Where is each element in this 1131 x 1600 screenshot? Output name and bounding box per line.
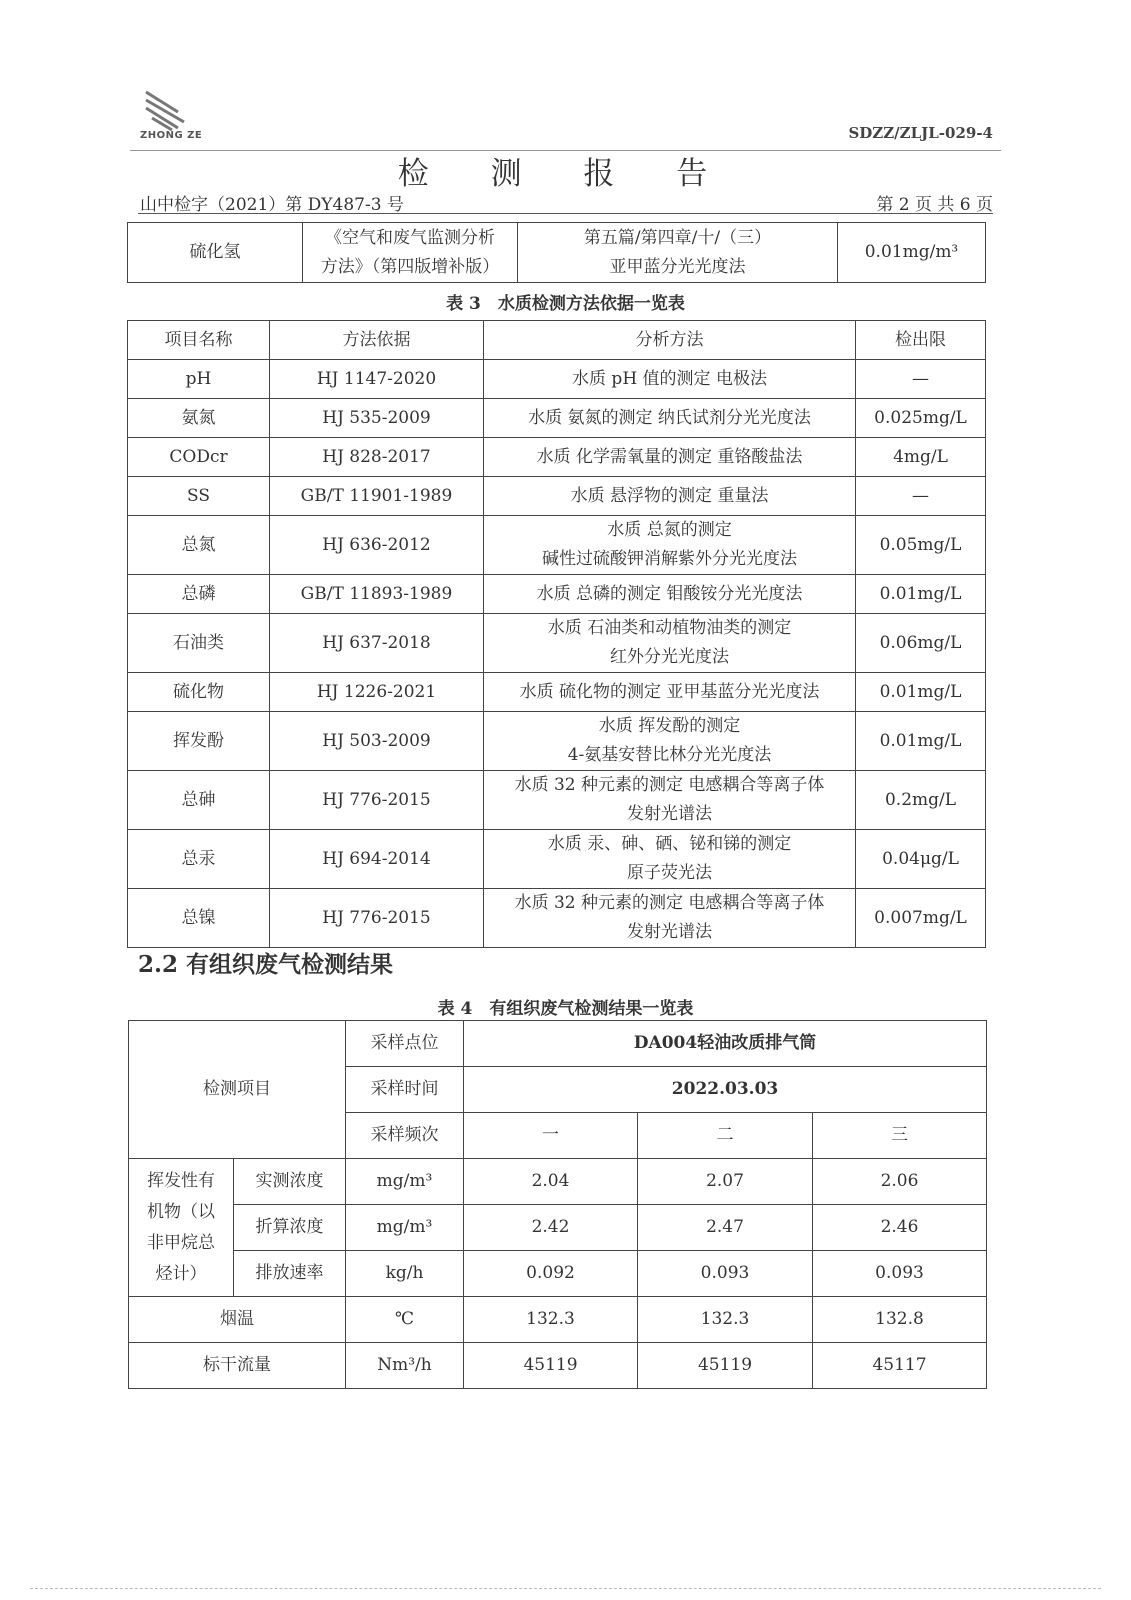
method-cell <box>484 712 856 771</box>
method-line: 红外分光光度法 <box>610 647 729 667</box>
unit-cell: ℃ <box>346 1297 464 1343</box>
report-number: 山中检字（2021）第 DY487-3 号 <box>140 195 404 215</box>
basis-cell: GB/T 11901-1989 <box>270 477 484 516</box>
method-line: 水质 硫化物的测定 亚甲基蓝分光光度法 <box>519 681 820 702</box>
parameter-cell: 折算浓度 <box>234 1205 346 1251</box>
table-row <box>128 889 986 948</box>
method-cell <box>484 889 856 948</box>
column-header: 项目名称 <box>128 321 270 360</box>
table-row <box>128 438 986 477</box>
method-cell: 第五篇/第四章/十/（三） 亚甲蓝分光光度法 <box>518 223 838 283</box>
table-row <box>128 360 986 399</box>
item-cell: 总砷 <box>128 771 270 830</box>
table-row <box>128 223 986 283</box>
limit-cell: 0.01mg/L <box>856 712 986 771</box>
voc-group-cell: 挥发性有机物（以非甲烷总烃计） <box>129 1159 234 1297</box>
limit-cell: 0.2mg/L <box>856 771 986 830</box>
item-cell: pH <box>128 360 270 399</box>
method-line: 水质 总氮的测定 <box>607 520 732 540</box>
basis-cell: HJ 1226-2021 <box>270 673 484 712</box>
table-row <box>129 1251 987 1297</box>
table4-caption: 表 4 有组织废气检测结果一览表 <box>437 999 694 1019</box>
item-cell: 总汞 <box>128 830 270 889</box>
limit-cell: — <box>856 477 986 516</box>
basis-cell: HJ 694-2014 <box>270 830 484 889</box>
method-cell <box>484 575 856 614</box>
parameter-cell: 标干流量 <box>129 1343 346 1389</box>
limit-cell: 0.05mg/L <box>856 516 986 575</box>
footer-divider <box>30 1588 1101 1589</box>
method-line: 水质 挥发酚的测定 <box>598 716 741 736</box>
basis-cell: HJ 535-2009 <box>270 399 484 438</box>
point-value-cell: DA004轻油改质排气筒 <box>464 1021 987 1067</box>
basis-cell: HJ 503-2009 <box>270 712 484 771</box>
unit-cell: mg/m³ <box>346 1159 464 1205</box>
time-value-cell: 2022.03.03 <box>464 1067 987 1113</box>
table-row <box>128 614 986 673</box>
limit-cell: 4mg/L <box>856 438 986 477</box>
value-cell: 0.093 <box>638 1251 813 1297</box>
table-row <box>128 830 986 889</box>
column-header: 检出限 <box>856 321 986 360</box>
method-line: 发射光谱法 <box>627 922 712 942</box>
section-title: 2.2 有组织废气检测结果 <box>138 951 394 978</box>
item-cell: 氨氮 <box>128 399 270 438</box>
table-row <box>128 477 986 516</box>
limit-cell: 0.06mg/L <box>856 614 986 673</box>
document-code: SDZZ/ZLJL-029-4 <box>848 124 993 142</box>
method-cell <box>484 516 856 575</box>
table-header-row <box>128 321 986 360</box>
value-cell: 132.3 <box>464 1297 638 1343</box>
method-line: 水质 化学需氧量的测定 重铬酸盐法 <box>536 446 803 467</box>
basis-cell: HJ 776-2015 <box>270 889 484 948</box>
table-row <box>128 771 986 830</box>
value-cell: 2.42 <box>464 1205 638 1251</box>
value-cell: 132.3 <box>638 1297 813 1343</box>
method-cell <box>484 614 856 673</box>
time-label-cell: 采样时间 <box>346 1067 464 1113</box>
table3-caption: 表 3 水质检测方法依据一览表 <box>446 294 685 314</box>
table-row <box>129 1205 987 1251</box>
method-cell <box>484 673 856 712</box>
item-cell: 挥发酚 <box>128 712 270 771</box>
method-line: 4-氨基安替比林分光光度法 <box>567 745 772 765</box>
unit-cell: kg/h <box>346 1251 464 1297</box>
value-cell: 0.092 <box>464 1251 638 1297</box>
logo-text: ZHONG ZE <box>140 130 203 141</box>
exhaust-result-table <box>128 1020 987 1389</box>
basis-cell: 《空气和废气监测分析 方法》（第四版增补版） <box>303 223 518 283</box>
basis-cell: HJ 636-2012 <box>270 516 484 575</box>
basis-cell: GB/T 11893-1989 <box>270 575 484 614</box>
value-cell: 2.47 <box>638 1205 813 1251</box>
method-cell <box>484 477 856 516</box>
item-cell: 总磷 <box>128 575 270 614</box>
limit-cell: 0.01mg/L <box>856 575 986 614</box>
value-cell: 45119 <box>638 1343 813 1389</box>
basis-cell: HJ 776-2015 <box>270 771 484 830</box>
page-number: 第 2 页 共 6 页 <box>876 195 993 215</box>
method-line: 水质 pH 值的测定 电极法 <box>572 368 767 389</box>
column-header: 方法依据 <box>270 321 484 360</box>
item-cell: 硫化氢 <box>128 223 303 283</box>
item-cell: 总氮 <box>128 516 270 575</box>
table-row <box>129 1297 987 1343</box>
item-cell: 石油类 <box>128 614 270 673</box>
freq-cell: 一 <box>464 1113 638 1159</box>
method-cell <box>484 438 856 477</box>
table-row <box>129 1159 987 1205</box>
unit-cell: mg/m³ <box>346 1205 464 1251</box>
table-row <box>128 575 986 614</box>
limit-cell: 0.04μg/L <box>856 830 986 889</box>
freq-cell: 三 <box>813 1113 987 1159</box>
item-cell: 总镍 <box>128 889 270 948</box>
basis-cell: HJ 637-2018 <box>270 614 484 673</box>
method-cell <box>484 399 856 438</box>
limit-cell: 0.01mg/m³ <box>838 223 986 283</box>
method-line: 水质 32 种元素的测定 电感耦合等离子体 <box>514 893 825 913</box>
method-line: 水质 石油类和动植物油类的测定 <box>547 618 792 638</box>
table-row <box>128 516 986 575</box>
limit-cell: 0.01mg/L <box>856 673 986 712</box>
unit-cell: Nm³/h <box>346 1343 464 1389</box>
item-cell: SS <box>128 477 270 516</box>
water-method-table <box>127 320 986 948</box>
value-cell: 45117 <box>813 1343 987 1389</box>
value-cell: 45119 <box>464 1343 638 1389</box>
basis-cell: HJ 828-2017 <box>270 438 484 477</box>
limit-cell: 0.025mg/L <box>856 399 986 438</box>
limit-cell: 0.007mg/L <box>856 889 986 948</box>
method-line: 水质 悬浮物的测定 重量法 <box>570 485 769 506</box>
subheader-divider <box>138 213 993 214</box>
freq-cell: 二 <box>638 1113 813 1159</box>
item-header-cell: 检测项目 <box>129 1021 346 1159</box>
value-cell: 132.8 <box>813 1297 987 1343</box>
method-cell <box>484 830 856 889</box>
parameter-cell: 烟温 <box>129 1297 346 1343</box>
point-label-cell: 采样点位 <box>346 1021 464 1067</box>
table-row <box>128 399 986 438</box>
value-cell: 2.46 <box>813 1205 987 1251</box>
freq-label-cell: 采样频次 <box>346 1113 464 1159</box>
basis-cell: HJ 1147-2020 <box>270 360 484 399</box>
method-line: 水质 32 种元素的测定 电感耦合等离子体 <box>514 775 825 795</box>
parameter-cell: 排放速率 <box>234 1251 346 1297</box>
value-cell: 2.04 <box>464 1159 638 1205</box>
method-line: 原子荧光法 <box>627 863 712 883</box>
column-header: 分析方法 <box>484 321 856 360</box>
method-line: 碱性过硫酸钾消解紫外分光光度法 <box>542 549 797 569</box>
table-row <box>129 1021 987 1067</box>
method-line: 发射光谱法 <box>627 804 712 824</box>
method-line: 水质 氨氮的测定 纳氏试剂分光光度法 <box>528 407 811 428</box>
table-row <box>129 1343 987 1389</box>
parameter-cell: 实测浓度 <box>234 1159 346 1205</box>
limit-cell: — <box>856 360 986 399</box>
method-line: 水质 汞、砷、硒、铋和锑的测定 <box>547 834 792 854</box>
value-cell: 2.06 <box>813 1159 987 1205</box>
value-cell: 2.07 <box>638 1159 813 1205</box>
table-row <box>128 673 986 712</box>
report-title: 检 测 报 告 <box>397 156 734 192</box>
method-cell <box>484 360 856 399</box>
value-cell: 0.093 <box>813 1251 987 1297</box>
method-line: 水质 总磷的测定 钼酸铵分光光度法 <box>536 583 803 604</box>
continued-method-table <box>127 222 986 283</box>
table-row <box>128 712 986 771</box>
item-cell: CODcr <box>128 438 270 477</box>
method-cell <box>484 771 856 830</box>
item-cell: 硫化物 <box>128 673 270 712</box>
